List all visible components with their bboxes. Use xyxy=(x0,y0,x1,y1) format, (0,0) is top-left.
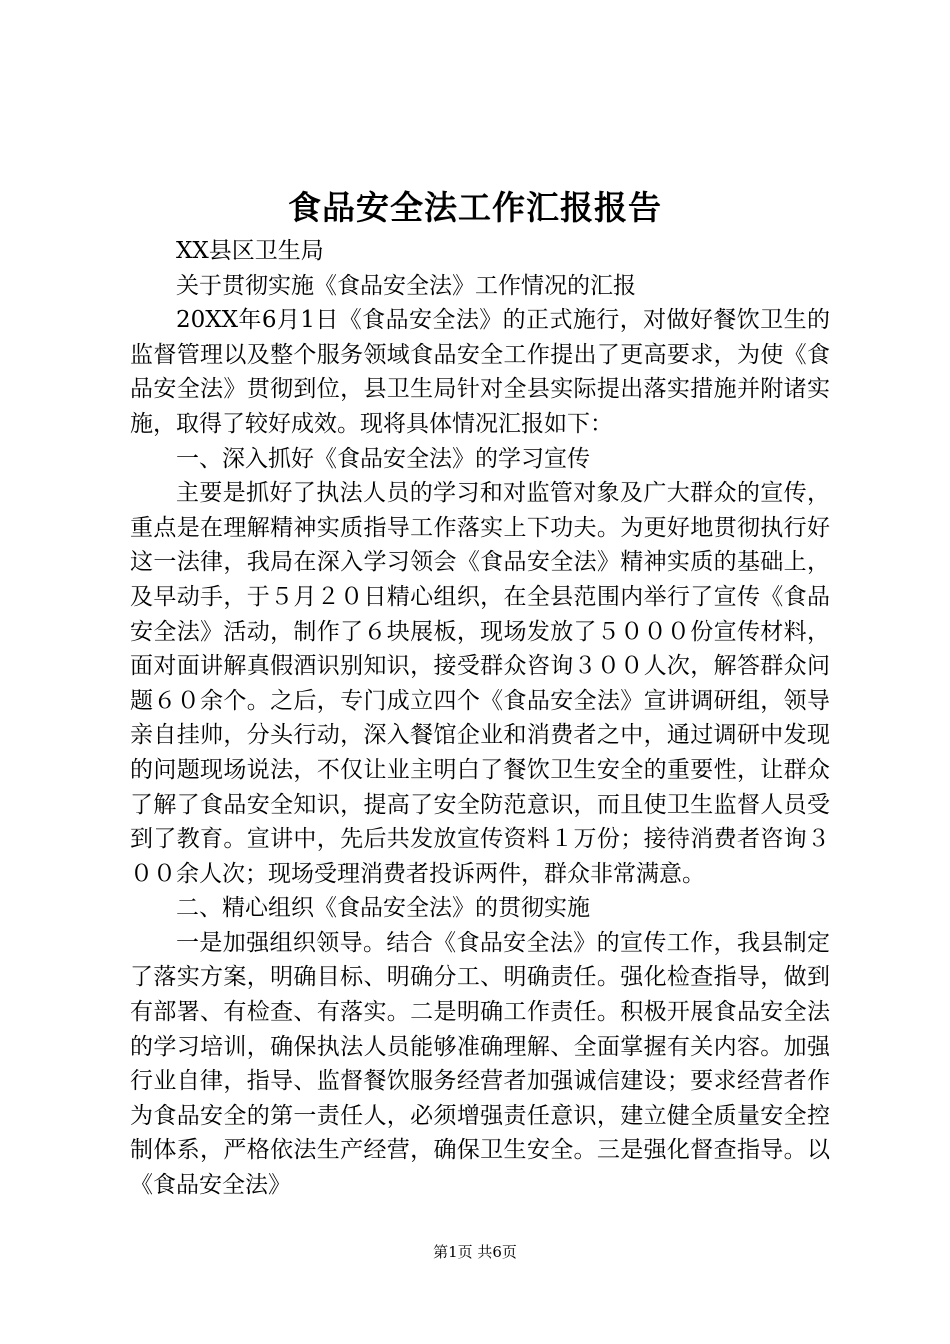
paragraph-organization: XX县区卫生局 xyxy=(176,238,324,264)
paragraph-section-1: 主要是抓好了执法人员的学习和对监管对象及广大群众的宣传，重点是在理解精神实质指导工作落实上下功夫。为更好地贯彻执行好这一法律，我局在深入学习领会《食品安全法》精神实质的基础上，及早动手，于５月２０日精心组织，在全县范围内举行了宣传《食品安全法》活动，制作了６块展板，现场发放了５０００份宣传材料，面对面讲解真假酒识别知识，接受群众咨询３００人次，解答群众问题６０余个。之后，专门成立四个《食品安全法》宣讲调研组，领导亲自挂帅，分头行动，深入餐馆企业和消费者之中，通过调研中发现的问题现场说法，不仅让业主明白了餐饮卫生安全的重要性，让群众了解了食品安全知识，提高了安全防范意识，而且使卫生监督人员受到了教育。宣讲中，先后共发放宣传资料１万份；接待消费者咨询３００余人次；现场受理消费者投诉两件，群众非常满意。 xyxy=(130,480,830,887)
page-footer: 第1页 共6页 xyxy=(433,1243,517,1261)
document-title: 食品安全法工作汇报报告 xyxy=(288,188,662,227)
section-heading-2: 二、精心组织《食品安全法》的贯彻实施 xyxy=(176,895,590,922)
document-body xyxy=(130,234,830,1203)
paragraph-section-2: 一是加强组织领导。结合《食品安全法》的宣传工作，我县制定了落实方案，明确目标、明确分工、明确责任。强化检查指导，做到有部署、有检查、有落实。二是明确工作责任。积极开展食品安全法的学习培训，确保执法人员能够准确理解、全面掌握有关内容。加强行业自律，指导、监督餐饮服务经营者加强诚信建设；要求经营者作为食品安全的第一责任人，必须增强责任意识，建立健全质量安全控制体系，严格依法生产经营，确保卫生安全。三是强化督查指导。以《食品安全法》 xyxy=(130,929,830,1199)
paragraph-subject: 关于贯彻实施《食品安全法》工作情况的汇报 xyxy=(176,272,636,299)
paragraph-intro: 20XX年6月1日《食品安全法》的正式施行，对做好餐饮卫生的监督管理以及整个服务领域食品安全工作提出了更高要求，为使《食品安全法》贯彻到位，县卫生局针对全县实际提出落实措施并附诸实施，取得了较好成效。现将具体情况汇报如下： xyxy=(130,307,830,437)
section-heading-1: 一、深入抓好《食品安全法》的学习宣传 xyxy=(176,445,590,472)
